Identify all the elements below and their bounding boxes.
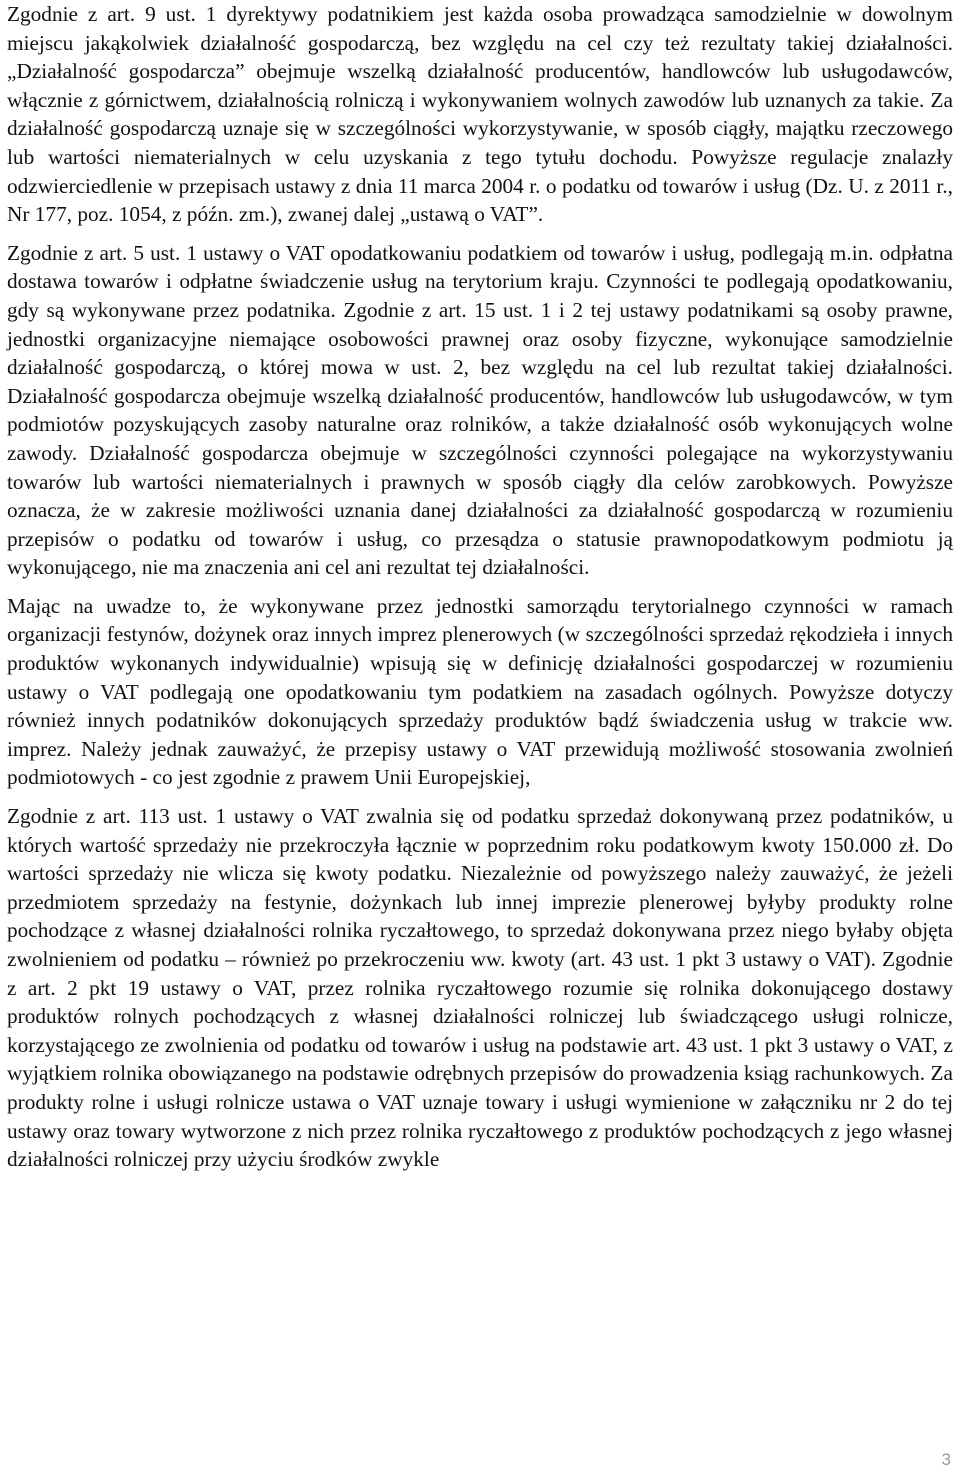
paragraph-directive-definition: Zgodnie z art. 9 ust. 1 dyrektywy podatnikiem jest każda osoba prowadząca samodzielnie w dowolnym miejscu jakąkolwiek działalność gospodarczą, bez względu na cel czy też rezultaty takiej działalności. „Działalność gospodarcza” obejmuje wszelką działalność producentów, handlowców lub usługodawców, włącznie z górnictwem, działalnością rolniczą i wykonywaniem wolnych zawodów lub uznanych za takie. Za działalność gospodarczą uznaje się w szczególności wykorzystywanie, w sposób ciągły, majątku rzeczowego lub wartości niematerialnych w celu uzyskania z tego tytułu dochodu. Powyższe regulacje znalazły odzwierciedlenie w przepisach ustawy z dnia 11 marca 2004 r. o podatku od towarów i usług (Dz. U. z 2011 r., Nr 177, poz. 1054, z późn. zm.), zwanej dalej „ustawą o VAT”. — [7, 2, 953, 227]
page-number: 3 — [941, 1450, 951, 1469]
paragraph-local-government-events: Mając na uwadze to, że wykonywane przez jednostki samorządu terytorialnego czynności w ramach organizacji festynów, dożynek oraz innych imprez plenerowych (w szczególności sprzedaż rękodzieła i innych produktów wykonanych indywidualnie) wpisują się w definicję działalności gospodarczej w rozumieniu ustawy o VAT podlegają one opodatkowaniu tym podatkiem na zasadach ogólnych. Powyższe dotyczy również innych podatników dokonujących sprzedaży produktów bądź świadczenia usług w trakcie ww. imprez. Należy jednak zauważyć, że przepisy ustawy o VAT przewidują możliwość stosowania zwolnień podmiotowych - co jest zgodnie z prawem Unii Europejskiej, — [7, 593, 953, 790]
paragraph-vat-taxpayers: Zgodnie z art. 5 ust. 1 ustawy o VAT opodatkowaniu podatkiem od towarów i usług, podlegają m.in. odpłatna dostawa towarów i odpłatne świadczenie usług na terytorium kraju. Czynności te podlegają opodatkowaniu, gdy są wykonywane przez podatnika. Zgodnie z art. 15 ust. 1 i 2 tej ustawy podatnikami są osoby prawne, jednostki organizacyjne niemające osobowości prawnej oraz osoby fizyczne, wykonujące samodzielnie działalność gospodarczą, o której mowa w ust. 2, bez względu na cel lub rezultat takiej działalności. Działalność gospodarcza obejmuje wszelką działalność producentów, handlowców lub usługodawców, w tym podmiotów pozyskujących zasoby naturalne oraz rolników, a także działalność osób wykonujących wolne zawody. Działalność gospodarcza obejmuje w szczególności czynności polegające na wykorzystywaniu towarów lub wartości niematerialnych i prawnych w sposób ciągły dla celów zarobkowych. Powyższe oznacza, że w zakresie możliwości uznania danej działalności za działalność gospodarczą w rozumieniu przepisów o podatku od towarów i usług, co przesądza o statusie prawnopodatkowym podmiotu ją wykonującego, nie ma znaczenia ani cel ani rezultat tej działalności. — [7, 240, 953, 580]
paragraph-exemptions: Zgodnie z art. 113 ust. 1 ustawy o VAT zwalnia się od podatku sprzedaż dokonywaną przez podatników, u których wartość sprzedaży nie przekroczyła łącznie w poprzednim roku podatkowym kwoty 150.000 zł. Do wartości sprzedaży nie wlicza się kwoty podatku. Niezależnie od powyższego należy zauważyć, że jeżeli przedmiotem sprzedaży na festynie, dożynkach lub innej imprezie plenerowej byłyby produkty rolne pochodzące z własnej działalności rolnika ryczałtowego, to sprzedaż dokonywana przez niego byłaby objęta zwolnieniem od podatku – również po przekroczeniu ww. kwoty (art. 43 ust. 1 pkt 3 ustawy o VAT). Zgodnie z art. 2 pkt 19 ustawy o VAT, przez rolnika ryczałtowego rozumie się rolnika dokonującego dostawy produktów rolnych pochodzących z własnej działalności rolniczej lub świadczącego usługi rolnicze, korzystającego ze zwolnienia od podatku od towarów i usług na podstawie art. 43 ust. 1 pkt 3 ustawy o VAT, z wyjątkiem rolnika obowiązanego na podstawie odrębnych przepisów do prowadzenia ksiąg rachunkowych. Za produkty rolne i usługi rolnicze ustawa o VAT uznaje towary i usługi wymienione w załączniku nr 2 do tej ustawy oraz towary wytworzone z nich przez rolnika ryczałtowego z produktów pochodzących z jego własnej działalności rolniczej przy użyciu środków zwykle — [7, 804, 953, 1172]
document-page — [7, 0, 953, 1174]
